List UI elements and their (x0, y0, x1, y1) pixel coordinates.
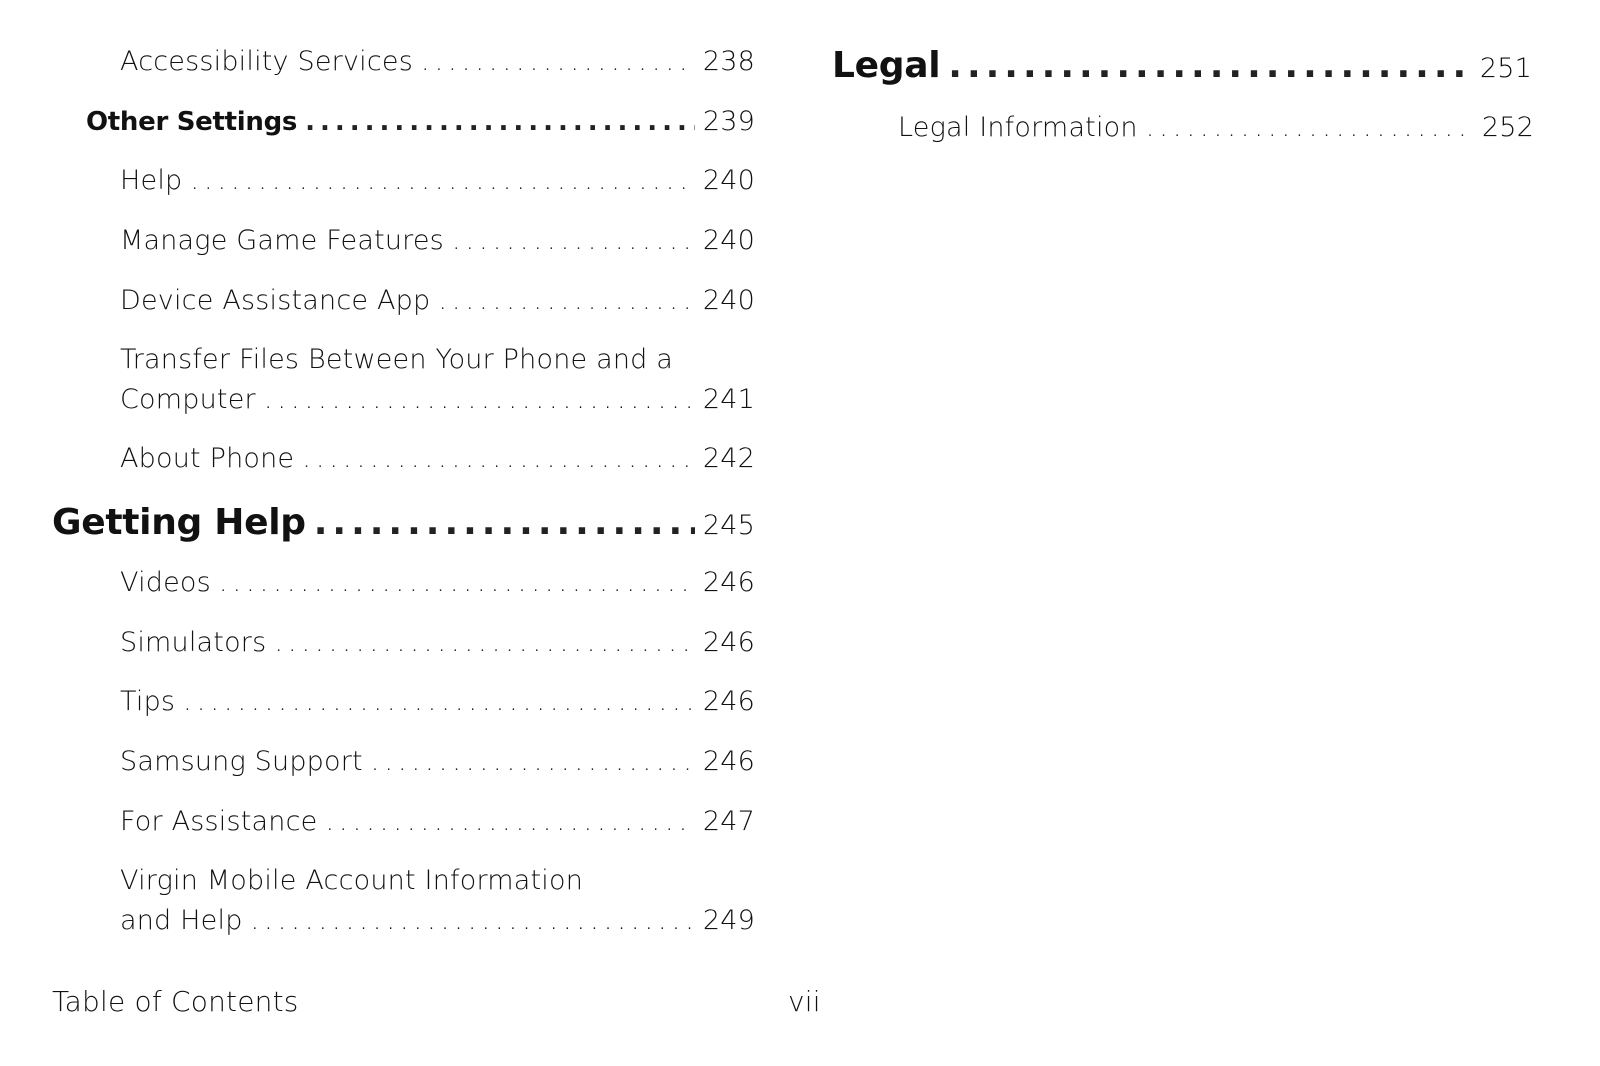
toc-entry-label: Device Assistance App (120, 285, 431, 316)
toc-page-number: 249 (702, 905, 755, 936)
toc-entry-simulators[interactable] (120, 627, 755, 658)
toc-entry-label: Samsung Support (120, 746, 363, 777)
toc-entry-manage-game-features[interactable] (120, 225, 755, 256)
toc-chapter-getting-help[interactable] (52, 502, 755, 543)
toc-chapter-label: Legal (832, 45, 941, 86)
toc-entry-other-settings[interactable] (86, 106, 755, 137)
dot-leader (219, 567, 695, 598)
dot-leader (274, 627, 694, 658)
toc-entry-device-assistance-app[interactable] (120, 285, 755, 316)
toc-entry-label: Simulators (120, 627, 267, 658)
toc-entry-label: Legal Information (898, 112, 1138, 143)
dot-leader (190, 165, 695, 196)
toc-page-number: 241 (702, 384, 755, 415)
toc-page-number: 240 (702, 165, 755, 196)
dot-leader (1146, 112, 1474, 143)
toc-page-number: 242 (702, 443, 755, 474)
toc-page-number: 246 (702, 627, 755, 658)
dot-leader (314, 502, 695, 543)
dot-leader (264, 384, 695, 415)
dot-leader (438, 285, 695, 316)
toc-page-number: 251 (1479, 53, 1532, 84)
toc-page-number: 238 (702, 46, 755, 77)
toc-page-number: 240 (702, 285, 755, 316)
dot-leader (325, 806, 694, 837)
toc-page-number: 246 (702, 686, 755, 717)
toc-entry-for-assistance[interactable] (120, 806, 755, 837)
toc-entry-about-phone[interactable] (120, 443, 755, 474)
toc-entry-legal-information[interactable] (898, 112, 1534, 143)
dot-leader (948, 45, 1472, 86)
toc-entry-label: Videos (120, 567, 211, 598)
toc-entry-accessibility-services[interactable] (120, 46, 755, 77)
toc-entry-samsung-support[interactable] (120, 746, 755, 777)
toc-entry-virgin-mobile[interactable] (120, 865, 755, 936)
toc-page-number: 245 (702, 510, 755, 541)
toc-page-number: 239 (702, 106, 755, 137)
dot-leader (183, 686, 695, 717)
toc-entry-tips[interactable] (120, 686, 755, 717)
toc-chapter-legal[interactable] (832, 45, 1532, 86)
dot-leader (371, 746, 695, 777)
toc-entry-label: Tips (120, 686, 176, 717)
dot-leader (421, 46, 695, 77)
dot-leader (251, 905, 695, 936)
toc-entry-label-line2: and Help (120, 905, 243, 936)
toc-chapter-label: Getting Help (52, 502, 306, 543)
toc-entry-label-line1: Transfer Files Between Your Phone and a (120, 344, 674, 375)
toc-page-number: 246 (702, 567, 755, 598)
toc-page-number: 240 (702, 225, 755, 256)
toc-entry-label: About Phone (120, 443, 295, 474)
dot-leader (305, 107, 695, 137)
toc-entry-label: Other Settings (86, 107, 298, 137)
toc-entry-transfer-files[interactable] (120, 344, 755, 415)
footer-section-title: Table of Contents (52, 985, 299, 1018)
toc-page-number: 252 (1481, 112, 1534, 143)
toc-page-number: 246 (702, 746, 755, 777)
toc-entry-label-line1: Virgin Mobile Account Information (120, 865, 584, 896)
footer-page-number: vii (788, 985, 821, 1018)
toc-entry-label: For Assistance (120, 806, 318, 837)
dot-leader (452, 225, 695, 256)
toc-entry-videos[interactable] (120, 567, 755, 598)
toc-page-number: 247 (702, 806, 755, 837)
toc-entry-label-line2: Computer (120, 384, 256, 415)
toc-entry-label: Accessibility Services (120, 46, 413, 77)
toc-entry-label: Manage Game Features (120, 225, 444, 256)
toc-entry-help[interactable] (120, 165, 755, 196)
toc-entry-label: Help (120, 165, 183, 196)
dot-leader (302, 443, 695, 474)
